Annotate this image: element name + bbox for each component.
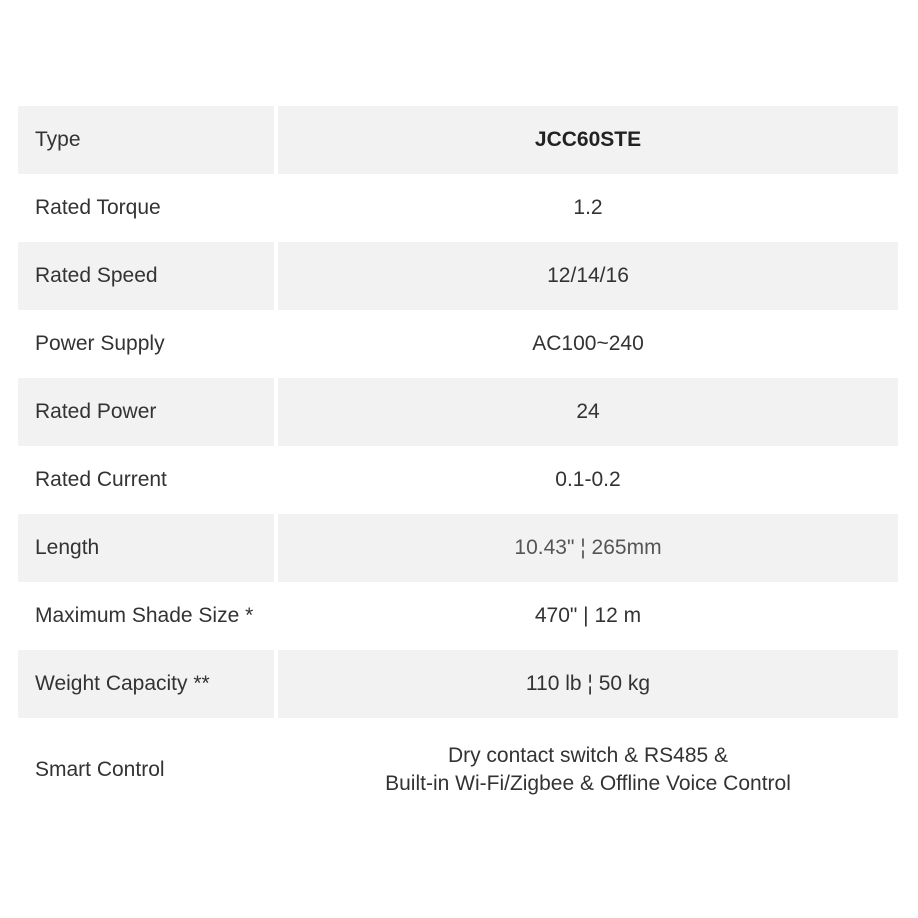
table-row — [18, 446, 898, 514]
row-label: Rated Current — [35, 468, 167, 491]
table-row — [18, 718, 898, 822]
table-row — [18, 242, 898, 310]
row-value: 12/14/16 — [276, 242, 898, 310]
row-value: 10.43" ¦ 265mm — [276, 514, 898, 582]
row-label: Rated Power — [18, 378, 276, 446]
header-label: Type — [18, 106, 276, 174]
row-value: 0.1-0.2 — [276, 446, 898, 514]
table-row — [18, 174, 898, 242]
table-row — [18, 310, 898, 378]
row-label: Smart Control — [35, 758, 165, 781]
spec-table — [18, 106, 898, 822]
table-row — [18, 378, 898, 446]
row-value — [276, 718, 898, 822]
row-value: 470" | 12 m — [276, 582, 898, 650]
row-value-line: Built-in Wi-Fi/Zigbee & Offline Voice Control — [385, 772, 791, 795]
table-row — [18, 650, 898, 718]
row-label: Rated Speed — [18, 242, 276, 310]
row-label: Weight Capacity ** — [18, 650, 276, 718]
row-value: 1.2 — [276, 174, 898, 242]
table-row — [18, 514, 898, 582]
table-header-row — [18, 106, 898, 174]
row-label: Maximum Shade Size * — [35, 604, 254, 627]
row-value: 24 — [276, 378, 898, 446]
table-row — [18, 582, 898, 650]
row-value: AC100~240 — [276, 310, 898, 378]
header-value: JCC60STE — [276, 106, 898, 174]
row-value: 110 lb ¦ 50 kg — [276, 650, 898, 718]
row-label: Rated Torque — [35, 196, 161, 219]
row-value-line: Dry contact switch & RS485 & — [447, 744, 729, 767]
row-label: Power Supply — [35, 332, 165, 355]
row-label: Length — [18, 514, 276, 582]
